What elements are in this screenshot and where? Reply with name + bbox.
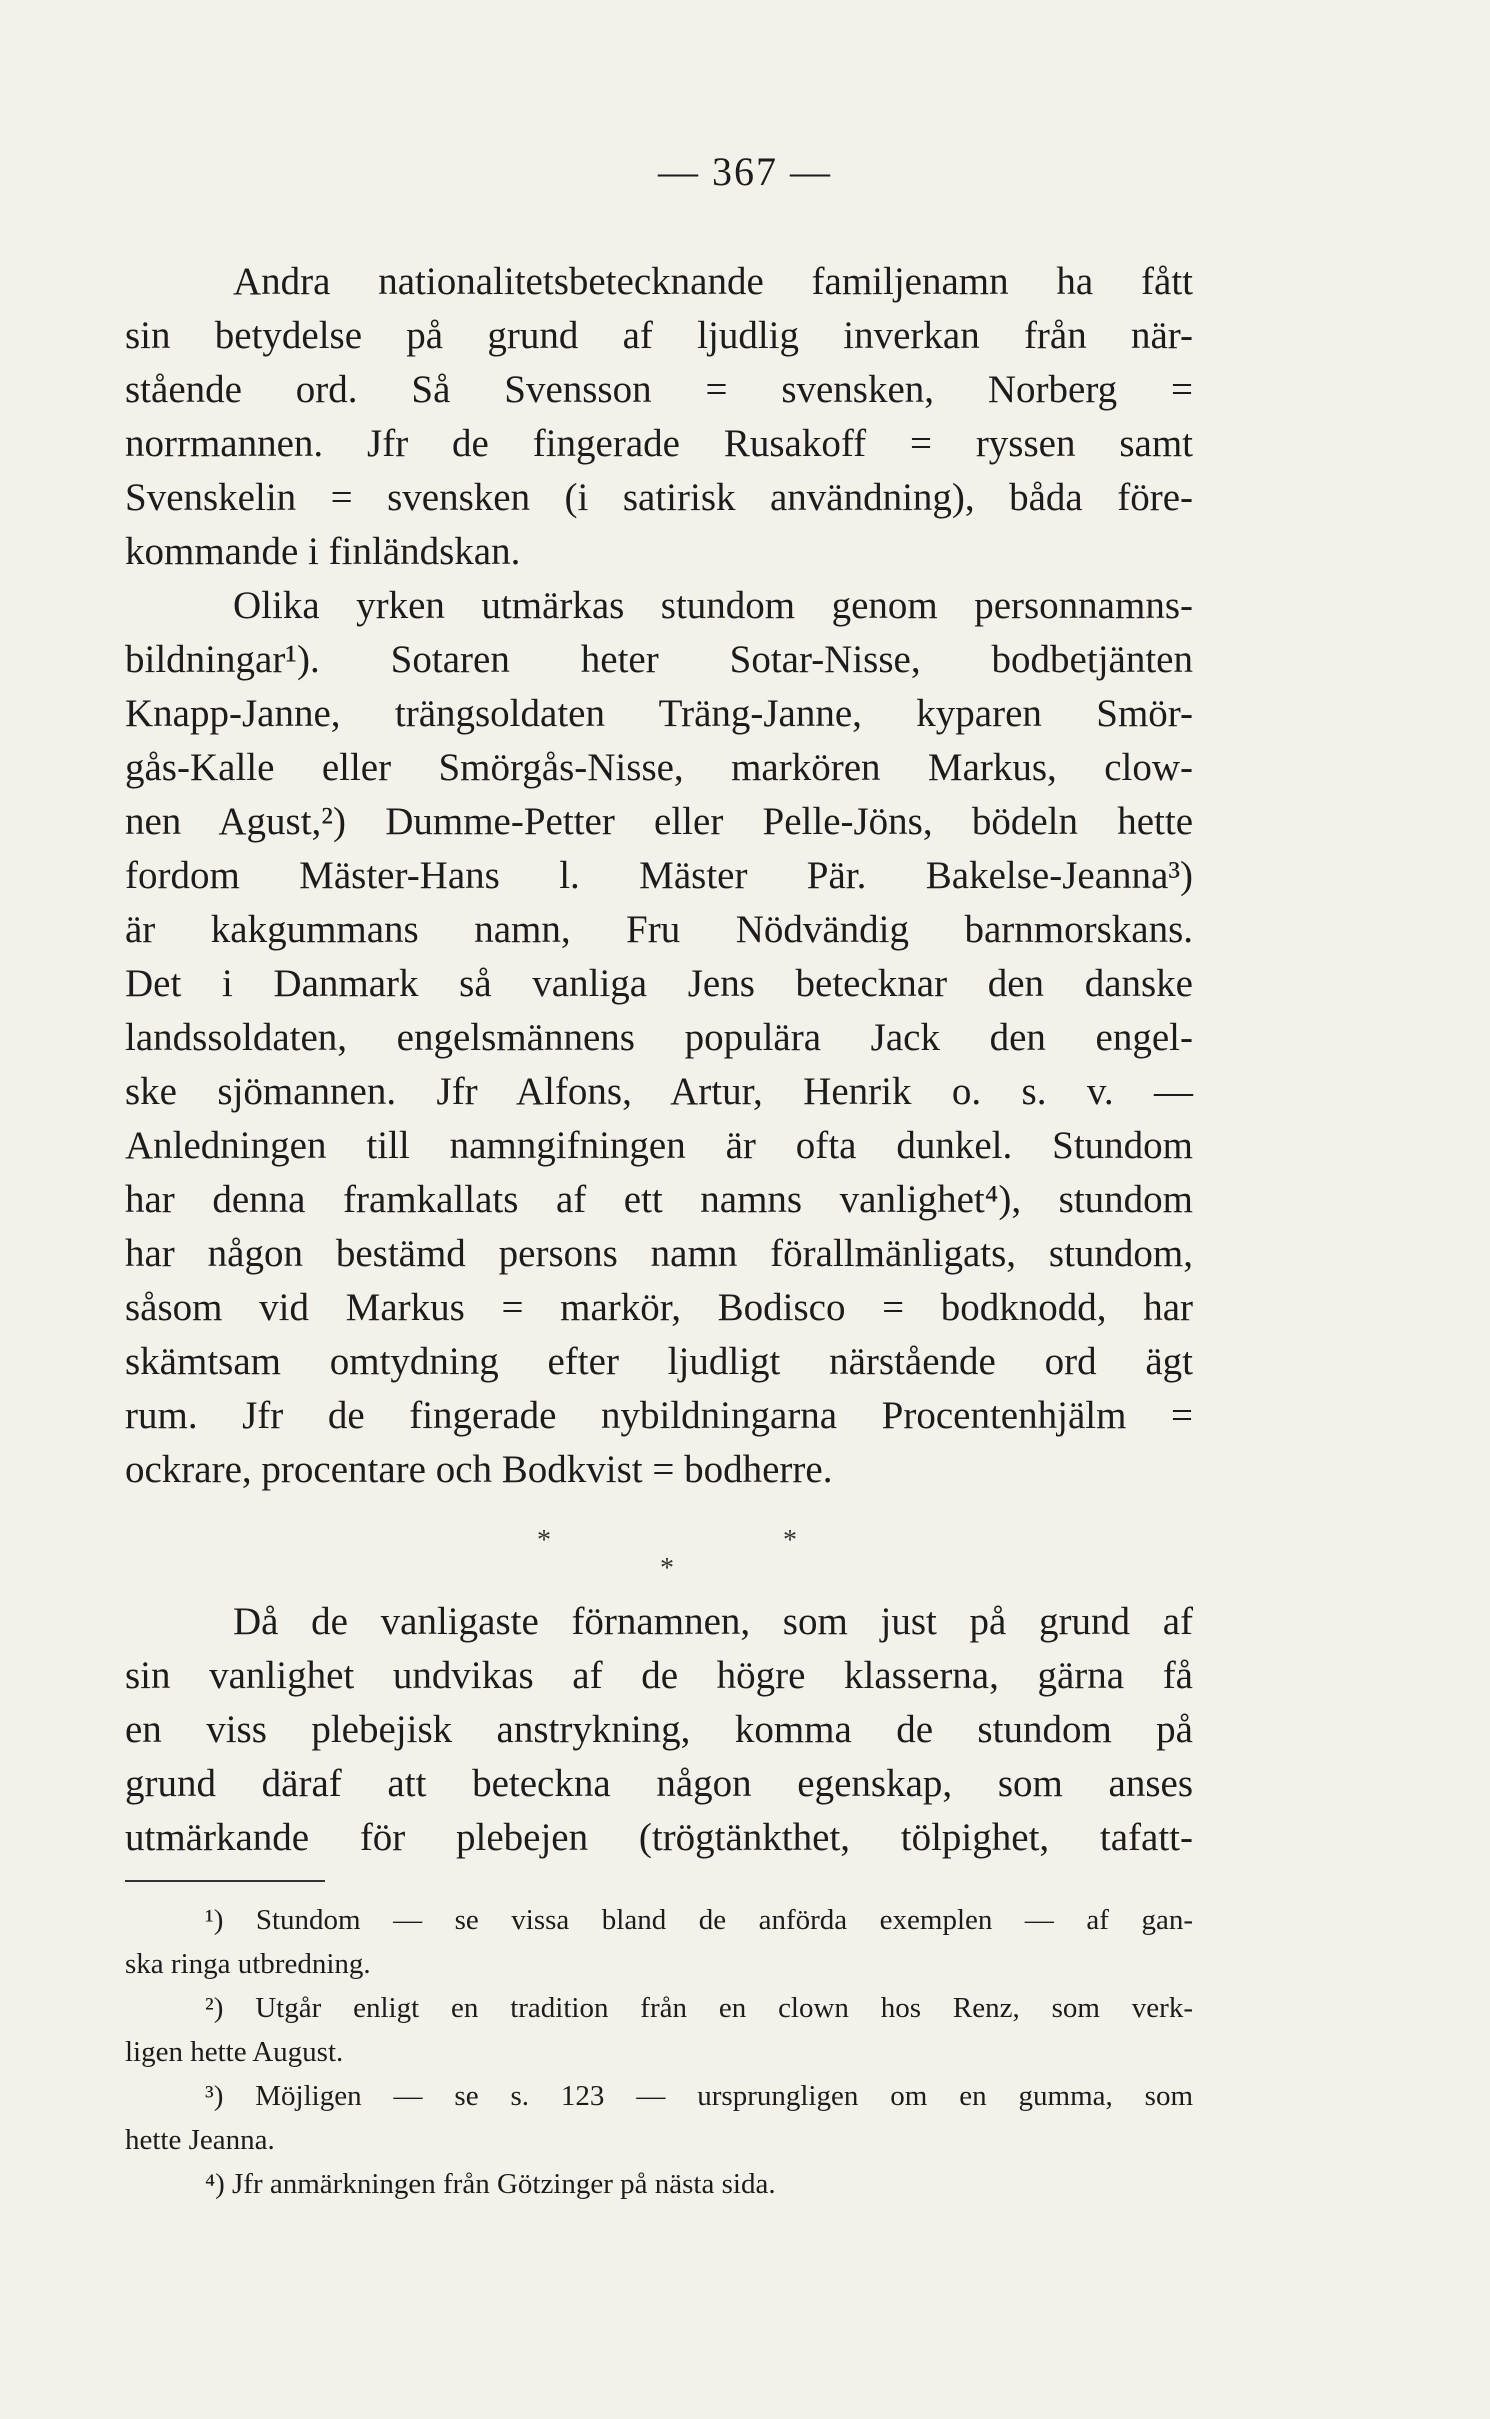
text-line: har någon bestämd persons namn förallmänligats, stundom, xyxy=(125,1232,1193,1275)
paragraph-nationality-names xyxy=(125,255,1193,579)
footnote-line: ska ringa utbredning. xyxy=(125,1948,371,1980)
footnote-1 xyxy=(125,1898,1193,1986)
asterisk: * xyxy=(783,1525,797,1556)
text-line: sin vanlighet undvikas af de högre klasserna, gärna få xyxy=(125,1654,1193,1697)
text-line: ockrare, procentare och Bodkvist = bodherre. xyxy=(125,1448,833,1491)
text-line: gås-Kalle eller Smörgås-Nisse, markören Markus, clow- xyxy=(125,746,1193,789)
text-line: nen Agust,²) Dumme-Petter eller Pelle-Jöns, bödeln hette xyxy=(125,800,1193,843)
text-line: Då de vanligaste förnamnen, som just på grund af xyxy=(233,1600,1193,1643)
footnote-line: ¹) Stundom — se vissa bland de anförda exemplen — af gan- xyxy=(205,1904,1193,1936)
text-line: en viss plebejisk anstrykning, komma de stundom på xyxy=(125,1708,1193,1751)
footnote-4 xyxy=(125,2162,1193,2206)
paragraph-occupations xyxy=(125,579,1193,1497)
text-line: Olika yrken utmärkas stundom genom personnamns- xyxy=(233,584,1193,627)
text-line: utmärkande för plebejen (trögtänkthet, tölpighet, tafatt- xyxy=(125,1816,1193,1859)
main-text xyxy=(125,255,1193,1497)
text-line: rum. Jfr de fingerade nybildningarna Procentenhjälm = xyxy=(125,1394,1193,1437)
text-line: fordom Mäster-Hans l. Mäster Pär. Bakelse-Jeanna³) xyxy=(125,854,1193,897)
paragraph-plebeian-names xyxy=(125,1595,1193,1865)
text-line: ske sjömannen. Jfr Alfons, Artur, Henrik o. s. v. — xyxy=(125,1070,1193,1113)
footnote-line: ligen hette August. xyxy=(125,2036,344,2068)
text-line: norrmannen. Jfr de fingerade Rusakoff = ryssen samt xyxy=(125,422,1193,465)
text-line: är kakgummans namn, Fru Nödvändig barnmorskans. xyxy=(125,908,1193,951)
text-line: har denna framkallats af ett namns vanlighet⁴), stundom xyxy=(125,1178,1193,1221)
text-line: kommande i finländskan. xyxy=(125,530,521,573)
text-line: Det i Danmark så vanliga Jens betecknar den danske xyxy=(125,962,1193,1005)
footnote-divider xyxy=(125,1880,325,1882)
asterisk: * xyxy=(660,1553,674,1584)
text-line: skämtsam omtydning efter ljudligt närstående ord ägt xyxy=(125,1340,1193,1383)
main-text-continued xyxy=(125,1595,1193,1865)
footnote-2 xyxy=(125,1986,1193,2074)
text-line: stående ord. Så Svensson = svensken, Norberg = xyxy=(125,368,1193,411)
text-line: såsom vid Markus = markör, Bodisco = bodknodd, har xyxy=(125,1286,1193,1329)
text-line: Andra nationalitetsbetecknande familjenamn ha fått xyxy=(233,260,1193,303)
text-line: Svenskelin = svensken (i satirisk användning), båda före- xyxy=(125,476,1193,519)
text-line: bildningar¹). Sotaren heter Sotar-Nisse, bodbetjänten xyxy=(125,638,1193,681)
footnote-line: ²) Utgår enligt en tradition från en clown hos Renz, som verk- xyxy=(205,1992,1193,2024)
text-line: Anledningen till namngifningen är ofta dunkel. Stundom xyxy=(125,1124,1193,1167)
text-line: grund däraf att beteckna någon egenskap, som anses xyxy=(125,1762,1193,1805)
page-number: — 367 — xyxy=(658,149,832,194)
footnote-line: hette Jeanna. xyxy=(125,2124,275,2156)
section-separator xyxy=(0,1525,1490,1605)
footnote-line: ³) Möjligen — se s. 123 — ursprungligen om en gumma, som xyxy=(205,2080,1193,2112)
asterisk: * xyxy=(537,1525,551,1556)
footnote-line: ⁴) Jfr anmärkningen från Götzinger på nästa sida. xyxy=(205,2168,776,2200)
text-line: landssoldaten, engelsmännens populära Jack den engel- xyxy=(125,1016,1193,1059)
text-line: Knapp-Janne, trängsoldaten Träng-Janne, kyparen Smör- xyxy=(125,692,1193,735)
footnote-3 xyxy=(125,2074,1193,2162)
text-line: sin betydelse på grund af ljudlig inverkan från när- xyxy=(125,314,1193,357)
footnotes xyxy=(125,1898,1193,2206)
